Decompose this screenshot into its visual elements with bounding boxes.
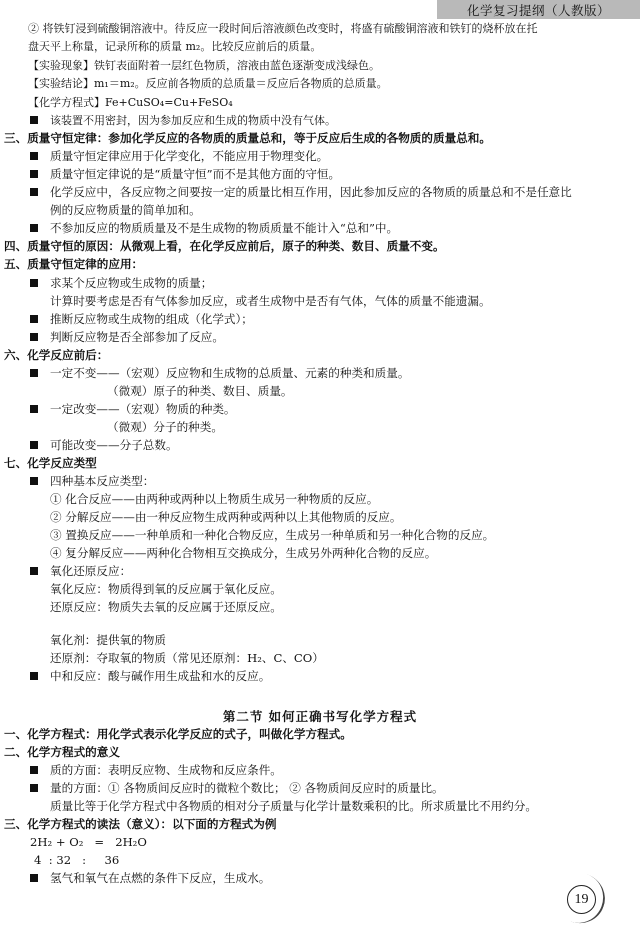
bullet-square [30, 315, 38, 323]
bullet-square [30, 116, 38, 124]
list-item-continued: 还原反应：物质失去氧的反应属于还原反应。 [50, 600, 282, 614]
list-item: 推断反应物或生成物的组成（化学式）； [50, 312, 253, 326]
list-item: 可能改变——分子总数。 [50, 438, 178, 452]
bullet-square [30, 567, 38, 575]
bullet-square [30, 279, 38, 287]
section-heading: 三、化学方程式的读法（意义）：以下面的方程式为例 [4, 817, 277, 831]
section-heading: 四、质量守恒的原因：从微观上看，在化学反应前后，原子的种类、数目、质量不变。 [4, 239, 445, 253]
page-number: 19 [567, 885, 596, 914]
list-item: 一定改变——（宏观）物质的种类。 [50, 402, 236, 416]
section-heading: 三、质量守恒定律：参加化学反应的各物质的质量总和，等于反应后生成的各物质的质量总和。 [4, 131, 491, 145]
section-title: 第二节 如何正确书写化学方程式 [222, 709, 418, 724]
list-item-continued: ① 化合反应——由两种或两种以上物质生成另一种物质的反应。 [50, 492, 379, 506]
bullet-square [30, 224, 38, 232]
list-item-continued: ② 分解反应——由一种反应物生成两种或两种以上其他物质的反应。 [50, 510, 402, 524]
list-item: 求某个反应物或生成物的质量； [50, 276, 213, 290]
list-item: 化学反应中，各反应物之间要按一定的质量比相互作用，因此参加反应的各物质的质量总和不是任意比 [50, 185, 572, 199]
text-line: 【实验现象】铁钉表面附着一层红色物质，溶液由蓝色逐渐变成浅绿色。 [28, 59, 380, 72]
bullet-square [30, 477, 38, 485]
list-item-continued: （微观）原子的种类、数目、质量。 [107, 384, 293, 398]
bullet-square [30, 369, 38, 377]
bullet-square [30, 170, 38, 178]
section-heading: 六、化学反应前后： [4, 348, 109, 362]
list-item: 不参加反应的物质质量及不是生成物的物质质量不能计入“总和”中。 [50, 221, 399, 235]
list-item: 质的方面：表明反应物、生成物和反应条件。 [50, 763, 282, 777]
list-item: 量的方面：① 各物质间反应时的微粒个数比； ② 各物质间反应时的质量比。 [50, 781, 444, 795]
section-heading: 七、化学反应类型 [4, 456, 97, 470]
list-item: 氢气和氧气在点燃的条件下反应，生成水。 [50, 871, 271, 885]
list-item: 判断反应物是否全部参加了反应。 [50, 330, 224, 344]
mass-ratio: 4 : 32 : 36 [34, 853, 120, 867]
list-item: 氧化还原反应： [50, 564, 132, 578]
bullet-square [30, 188, 38, 196]
text-line: 【实验结论】m₁＝m₂。反应前各物质的总质量＝反应后各物质的总质量。 [28, 77, 388, 90]
list-item-continued: （微观）分子的种类。 [107, 420, 223, 434]
section-heading: 五、质量守恒定律的应用： [4, 257, 144, 271]
chemical-equation: 2H₂ + O₂ = 2H₂O [30, 835, 147, 849]
list-item: 中和反应：酸与碱作用生成盐和水的反应。 [50, 669, 271, 683]
bullet-square [30, 784, 38, 792]
list-item-continued: ④ 复分解反应——两种化合物相互交换成分，生成另外两种化合物的反应。 [50, 546, 437, 560]
bullet-square [30, 152, 38, 160]
bullet-square [30, 333, 38, 341]
bullet-square [30, 672, 38, 680]
bullet-square [30, 441, 38, 449]
list-item-continued: 质量比等于化学方程式中各物质的相对分子质量与化学计量数乘积的比。所求质量比不用约分。 [50, 799, 537, 813]
text-line: ② 将铁钉浸到硫酸铜溶液中。待反应一段时间后溶液颜色改变时，将盛有硫酸铜溶液和铁钉的烧杯放在托 [28, 22, 538, 35]
list-item-continued: 氧化剂：提供氧的物质 [50, 633, 166, 647]
list-item-continued: ③ 置换反应——一种单质和一种化合物反应，生成另一种单质和另一种化合物的反应。 [50, 528, 495, 542]
bullet-square [30, 874, 38, 882]
list-item-continued: 氧化反应：物质得到氧的反应属于氧化反应。 [50, 582, 282, 596]
text-line: 该装置不用密封，因为参加反应和生成的物质中没有气体。 [50, 114, 336, 127]
section-heading: 一、化学方程式：用化学式表示化学反应的式子，叫做化学方程式。 [4, 727, 352, 741]
list-item-continued: 计算时要考虑是否有气体参加反应，或者生成物中是否有气体，气体的质量不能遗漏。 [50, 294, 491, 308]
chemical-equation: 【化学方程式】Fe+CuSO₄=Cu+FeSO₄ [28, 96, 233, 109]
list-item: 质量守恒定律说的是“质量守恒”而不是其他方面的守恒。 [50, 167, 341, 181]
list-item: 质量守恒定律应用于化学变化，不能应用于物理变化。 [50, 149, 329, 163]
text-line: 盘天平上称量，记录所称的质量 m₂。比较反应前后的质量。 [28, 40, 322, 53]
list-item-continued: 例的反应物质量的简单加和。 [50, 203, 201, 217]
bullet-square [30, 766, 38, 774]
list-item: 一定不变——（宏观）反应物和生成物的总质量、元素的种类和质量。 [50, 366, 410, 380]
list-item-continued: 还原剂：夺取氧的物质（常见还原剂：H₂、C、CO） [50, 651, 324, 665]
section-heading: 二、化学方程式的意义 [4, 745, 120, 759]
list-item: 四种基本反应类型： [50, 474, 155, 488]
running-header: 化学复习提纲（人教版） [437, 0, 640, 19]
bullet-square [30, 405, 38, 413]
